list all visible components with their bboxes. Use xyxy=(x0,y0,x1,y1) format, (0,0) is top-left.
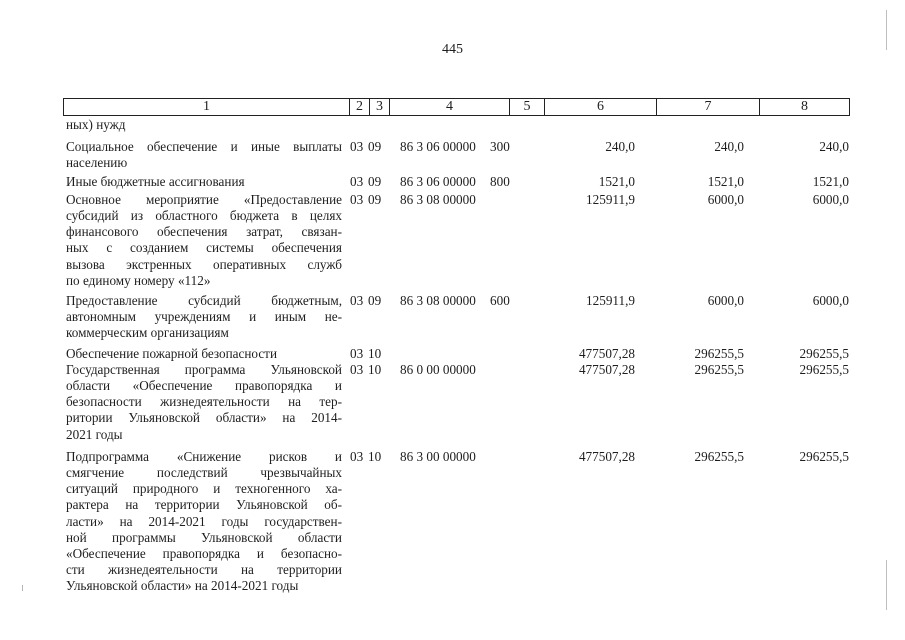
row-name xyxy=(66,346,342,362)
row-name-line: Подпрограмма «Снижение рисков и xyxy=(66,448,342,464)
header-col-3: 3 xyxy=(369,99,389,115)
row-amount-col-8: 240,0 xyxy=(819,139,849,155)
row-name xyxy=(66,362,342,443)
row-subsection-code: 10 xyxy=(368,361,382,377)
row-name-line: автономным учреждениям и иным не- xyxy=(66,309,342,325)
row-name-line: Предоставление субсидий бюджетным, xyxy=(66,293,342,309)
row-amount-col-6: 125911,9 xyxy=(586,191,635,207)
row-target-code: 86 3 08 00000 xyxy=(400,191,476,207)
row-subsection-code: 10 xyxy=(368,448,382,464)
row-name-line: ритории Ульяновской области» на 2014- xyxy=(66,410,342,426)
table-header xyxy=(63,98,850,116)
row-amount-col-6: 477507,28 xyxy=(578,345,635,361)
row-amount-col-6: 477507,28 xyxy=(578,448,635,464)
row-section-code: 03 xyxy=(350,448,364,464)
row-name xyxy=(66,174,342,190)
header-col-6: 6 xyxy=(544,99,656,115)
row-section-code: 03 xyxy=(350,139,364,155)
row-amount-col-8: 296255,5 xyxy=(799,448,849,464)
row-name-line: Основное мероприятие «Предоставление xyxy=(66,191,342,207)
row-amount-col-8: 6000,0 xyxy=(812,191,849,207)
row-target-code: 86 3 00 00000 xyxy=(400,448,476,464)
row-expense-type-code: 600 xyxy=(490,293,510,309)
row-name-line: Социальное обеспечение и иные выплаты xyxy=(66,139,342,155)
row-amount-col-8: 296255,5 xyxy=(799,345,849,361)
table-row xyxy=(66,449,856,595)
header-col-2: 2 xyxy=(349,99,369,115)
row-subsection-code: 09 xyxy=(368,139,382,155)
row-name-line: ситуаций природного и техногенного ха- xyxy=(66,481,342,497)
row-amount-col-7: 296255,5 xyxy=(694,448,744,464)
row-name xyxy=(66,117,342,133)
row-name-line: безопасности жизнедеятельности на тер- xyxy=(66,394,342,410)
table-body xyxy=(66,117,856,595)
row-subsection-code: 10 xyxy=(368,345,382,361)
row-expense-type-code: 300 xyxy=(490,139,510,155)
row-section-code: 03 xyxy=(350,345,364,361)
header-col-8: 8 xyxy=(759,99,849,115)
row-amount-col-6: 125911,9 xyxy=(586,293,635,309)
row-amount-col-6: 240,0 xyxy=(605,139,635,155)
table-row xyxy=(66,139,856,171)
row-name-line: Иные бюджетные ассигнования xyxy=(66,173,245,189)
row-amount-col-7: 240,0 xyxy=(714,139,744,155)
row-name-line: коммерческим организациям xyxy=(66,325,229,341)
row-name-line: финансового обеспечения затрат, связан- xyxy=(66,224,342,240)
page-number: 445 xyxy=(442,42,463,57)
row-name-line: ных с созданием системы обеспечения xyxy=(66,240,342,256)
row-name-line: Ульяновской области» на 2014-2021 годы xyxy=(66,578,299,594)
row-section-code: 03 xyxy=(350,293,364,309)
row-name-line: 2021 годы xyxy=(66,426,123,442)
row-name-line: субсидий из областного бюджета в целях xyxy=(66,208,342,224)
row-name-line: смягчение последствий чрезвычайных xyxy=(66,465,342,481)
row-amount-col-7: 1521,0 xyxy=(707,173,744,189)
row-name-line: ласти» на 2014-2021 годы государствен- xyxy=(66,513,342,529)
row-name-line: сти жизнедеятельности на территории xyxy=(66,562,342,578)
row-expense-type-code: 800 xyxy=(490,173,510,189)
row-name-line: ной программы Ульяновской области xyxy=(66,529,342,545)
row-name xyxy=(66,449,342,595)
row-amount-col-7: 6000,0 xyxy=(707,293,744,309)
row-target-code: 86 3 06 00000 xyxy=(400,139,476,155)
row-amount-col-7: 6000,0 xyxy=(707,191,744,207)
row-name xyxy=(66,293,342,342)
table-row xyxy=(66,117,856,133)
row-name-line: населению xyxy=(66,155,128,171)
row-name-line: Обеспечение пожарной безопасности xyxy=(66,345,278,361)
table-row xyxy=(66,362,856,443)
row-name-line: по единому номеру «112» xyxy=(66,272,211,288)
row-subsection-code: 09 xyxy=(368,173,382,189)
row-target-code: 86 0 00 00000 xyxy=(400,361,476,377)
table-row xyxy=(66,293,856,342)
header-col-4: 4 xyxy=(389,99,509,115)
row-name xyxy=(66,139,342,171)
row-subsection-code: 09 xyxy=(368,293,382,309)
row-amount-col-6: 1521,0 xyxy=(598,173,635,189)
row-name xyxy=(66,192,342,289)
row-name-line: области «Обеспечение правопорядка и xyxy=(66,378,342,394)
row-section-code: 03 xyxy=(350,361,364,377)
row-amount-col-6: 477507,28 xyxy=(578,361,635,377)
scan-artifact xyxy=(22,585,23,591)
row-amount-col-8: 6000,0 xyxy=(812,293,849,309)
row-amount-col-7: 296255,5 xyxy=(694,361,744,377)
header-col-5: 5 xyxy=(509,99,544,115)
row-subsection-code: 09 xyxy=(368,191,382,207)
scan-artifact xyxy=(886,10,887,50)
row-amount-col-8: 1521,0 xyxy=(812,173,849,189)
row-name-line: вызова экстренных оперативных служб xyxy=(66,256,342,272)
row-target-code: 86 3 08 00000 xyxy=(400,293,476,309)
row-amount-col-7: 296255,5 xyxy=(694,345,744,361)
row-name-line: ных) нужд xyxy=(66,117,126,132)
table-row xyxy=(66,192,856,289)
row-name-line: «Обеспечение правопорядка и безопасно- xyxy=(66,546,342,562)
header-col-7: 7 xyxy=(656,99,759,115)
row-section-code: 03 xyxy=(350,191,364,207)
row-target-code: 86 3 06 00000 xyxy=(400,173,476,189)
table-row xyxy=(66,174,856,190)
table-row xyxy=(66,346,856,362)
row-name-line: Государственная программа Ульяновской xyxy=(66,361,342,377)
row-amount-col-8: 296255,5 xyxy=(799,361,849,377)
row-name-line: рактера на территории Ульяновской об- xyxy=(66,497,342,513)
scan-artifact xyxy=(886,560,887,610)
row-section-code: 03 xyxy=(350,173,364,189)
header-col-1: 1 xyxy=(203,99,210,114)
